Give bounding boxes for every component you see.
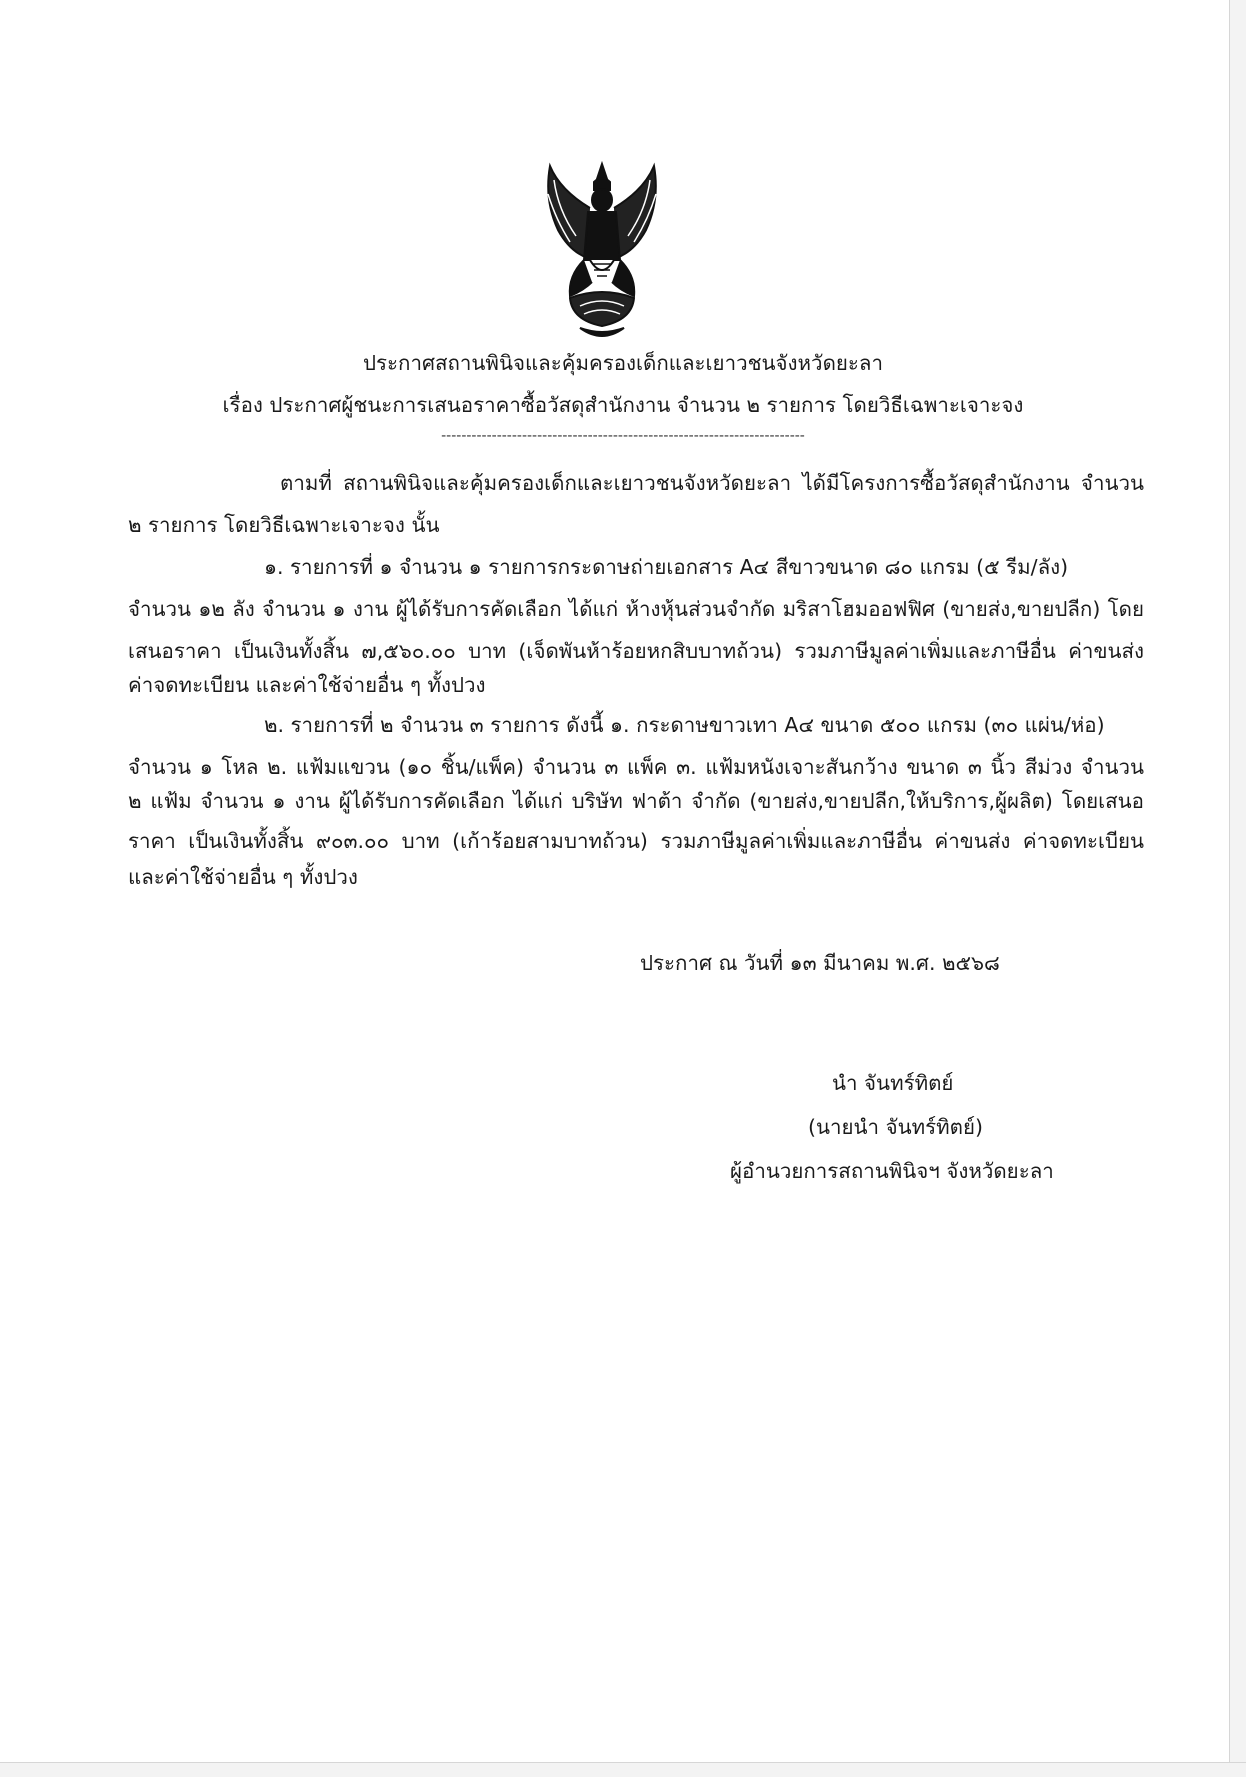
signature: นำ จันทร์ทิตย์	[832, 1071, 954, 1095]
document-subject: เรื่อง ประกาศผู้ชนะการเสนอราคาซื้อวัสดุสำนักงาน จำนวน ๒ รายการ โดยวิธีเฉพาะเจาะจง	[222, 393, 1024, 417]
page-edge-right	[1229, 0, 1246, 1777]
item1-line-2: จำนวน ๑๒ ลัง จำนวน ๑ งาน ผู้ได้รับการคัดเลือก ได้แก่ ห้างหุ้นส่วนจำกัด มริสาโฮมออฟฟิศ (ขายส่ง,ขายปลีก) โดย	[128, 597, 1144, 621]
item1-line-1: ๑. รายการที่ ๑ จำนวน ๑ รายการกระดาษถ่ายเอกสาร A๔ สีขาวขนาด ๘๐ แกรม (๕ รีม/ลัง)	[264, 555, 1069, 579]
item2-line-5: และค่าใช้จ่ายอื่น ๆ ทั้งปวง	[128, 865, 358, 889]
item2-line-1: ๒. รายการที่ ๒ จำนวน ๓ รายการ ดังนี้ ๑. กระดาษขาวเทา A๔ ขนาด ๕๐๐ แกรม (๓๐ แผ่น/ห่อ)	[264, 713, 1105, 737]
signatory-full-name: (นายนำ จันทร์ทิตย์)	[808, 1115, 983, 1139]
signatory-position: ผู้อำนวยการสถานพินิจฯ จังหวัดยะลา	[730, 1159, 1054, 1183]
garuda-emblem-icon	[540, 160, 665, 345]
divider-line: ------------------------------------------------------------------------	[441, 428, 805, 444]
announcement-date: ประกาศ ณ วันที่ ๑๓ มีนาคม พ.ศ. ๒๕๖๘	[640, 951, 1000, 975]
intro-line-1: ตามที่ สถานพินิจและคุ้มครองเด็กและเยาวชนจังหวัดยะลา ได้มีโครงการซื้อวัสดุสำนักงาน จำนวน	[280, 471, 1144, 495]
item2-line-4: ราคา เป็นเงินทั้งสิ้น ๙๐๓.๐๐ บาท (เก้าร้อยสามบาทถ้วน) รวมภาษีมูลค่าเพิ่มและภาษีอื่น ค่าขนส่ง ค่าจดทะเบียน	[128, 829, 1144, 853]
document-title: ประกาศสถานพินิจและคุ้มครองเด็กและเยาวชนจังหวัดยะลา	[363, 351, 883, 375]
item1-line-4: ค่าจดทะเบียน และค่าใช้จ่ายอื่น ๆ ทั้งปวง	[128, 673, 486, 697]
item1-line-3: เสนอราคา เป็นเงินทั้งสิ้น ๗,๕๖๐.๐๐ บาท (เจ็ดพันห้าร้อยหกสิบบาทถ้วน) รวมภาษีมูลค่าเพิ่มและภาษีอื่น ค่าขนส่ง	[128, 639, 1144, 663]
item2-line-3: ๒ แฟ้ม จำนวน ๑ งาน ผู้ได้รับการคัดเลือก ได้แก่ บริษัท ฟาต้า จำกัด (ขายส่ง,ขายปลีก,ให้บริการ,ผู้ผลิต) โดยเสนอ	[128, 789, 1144, 813]
page-edge-bottom	[0, 1762, 1246, 1777]
intro-line-2: ๒ รายการ โดยวิธีเฉพาะเจาะจง นั้น	[128, 513, 440, 537]
item2-line-2: จำนวน ๑ โหล ๒. แฟ้มแขวน (๑๐ ชิ้น/แพ็ค) จำนวน ๓ แพ็ค ๓. แฟ้มหนังเจาะสันกว้าง ขนาด ๓ นิ้ว สีม่วง จำนวน	[128, 755, 1144, 779]
